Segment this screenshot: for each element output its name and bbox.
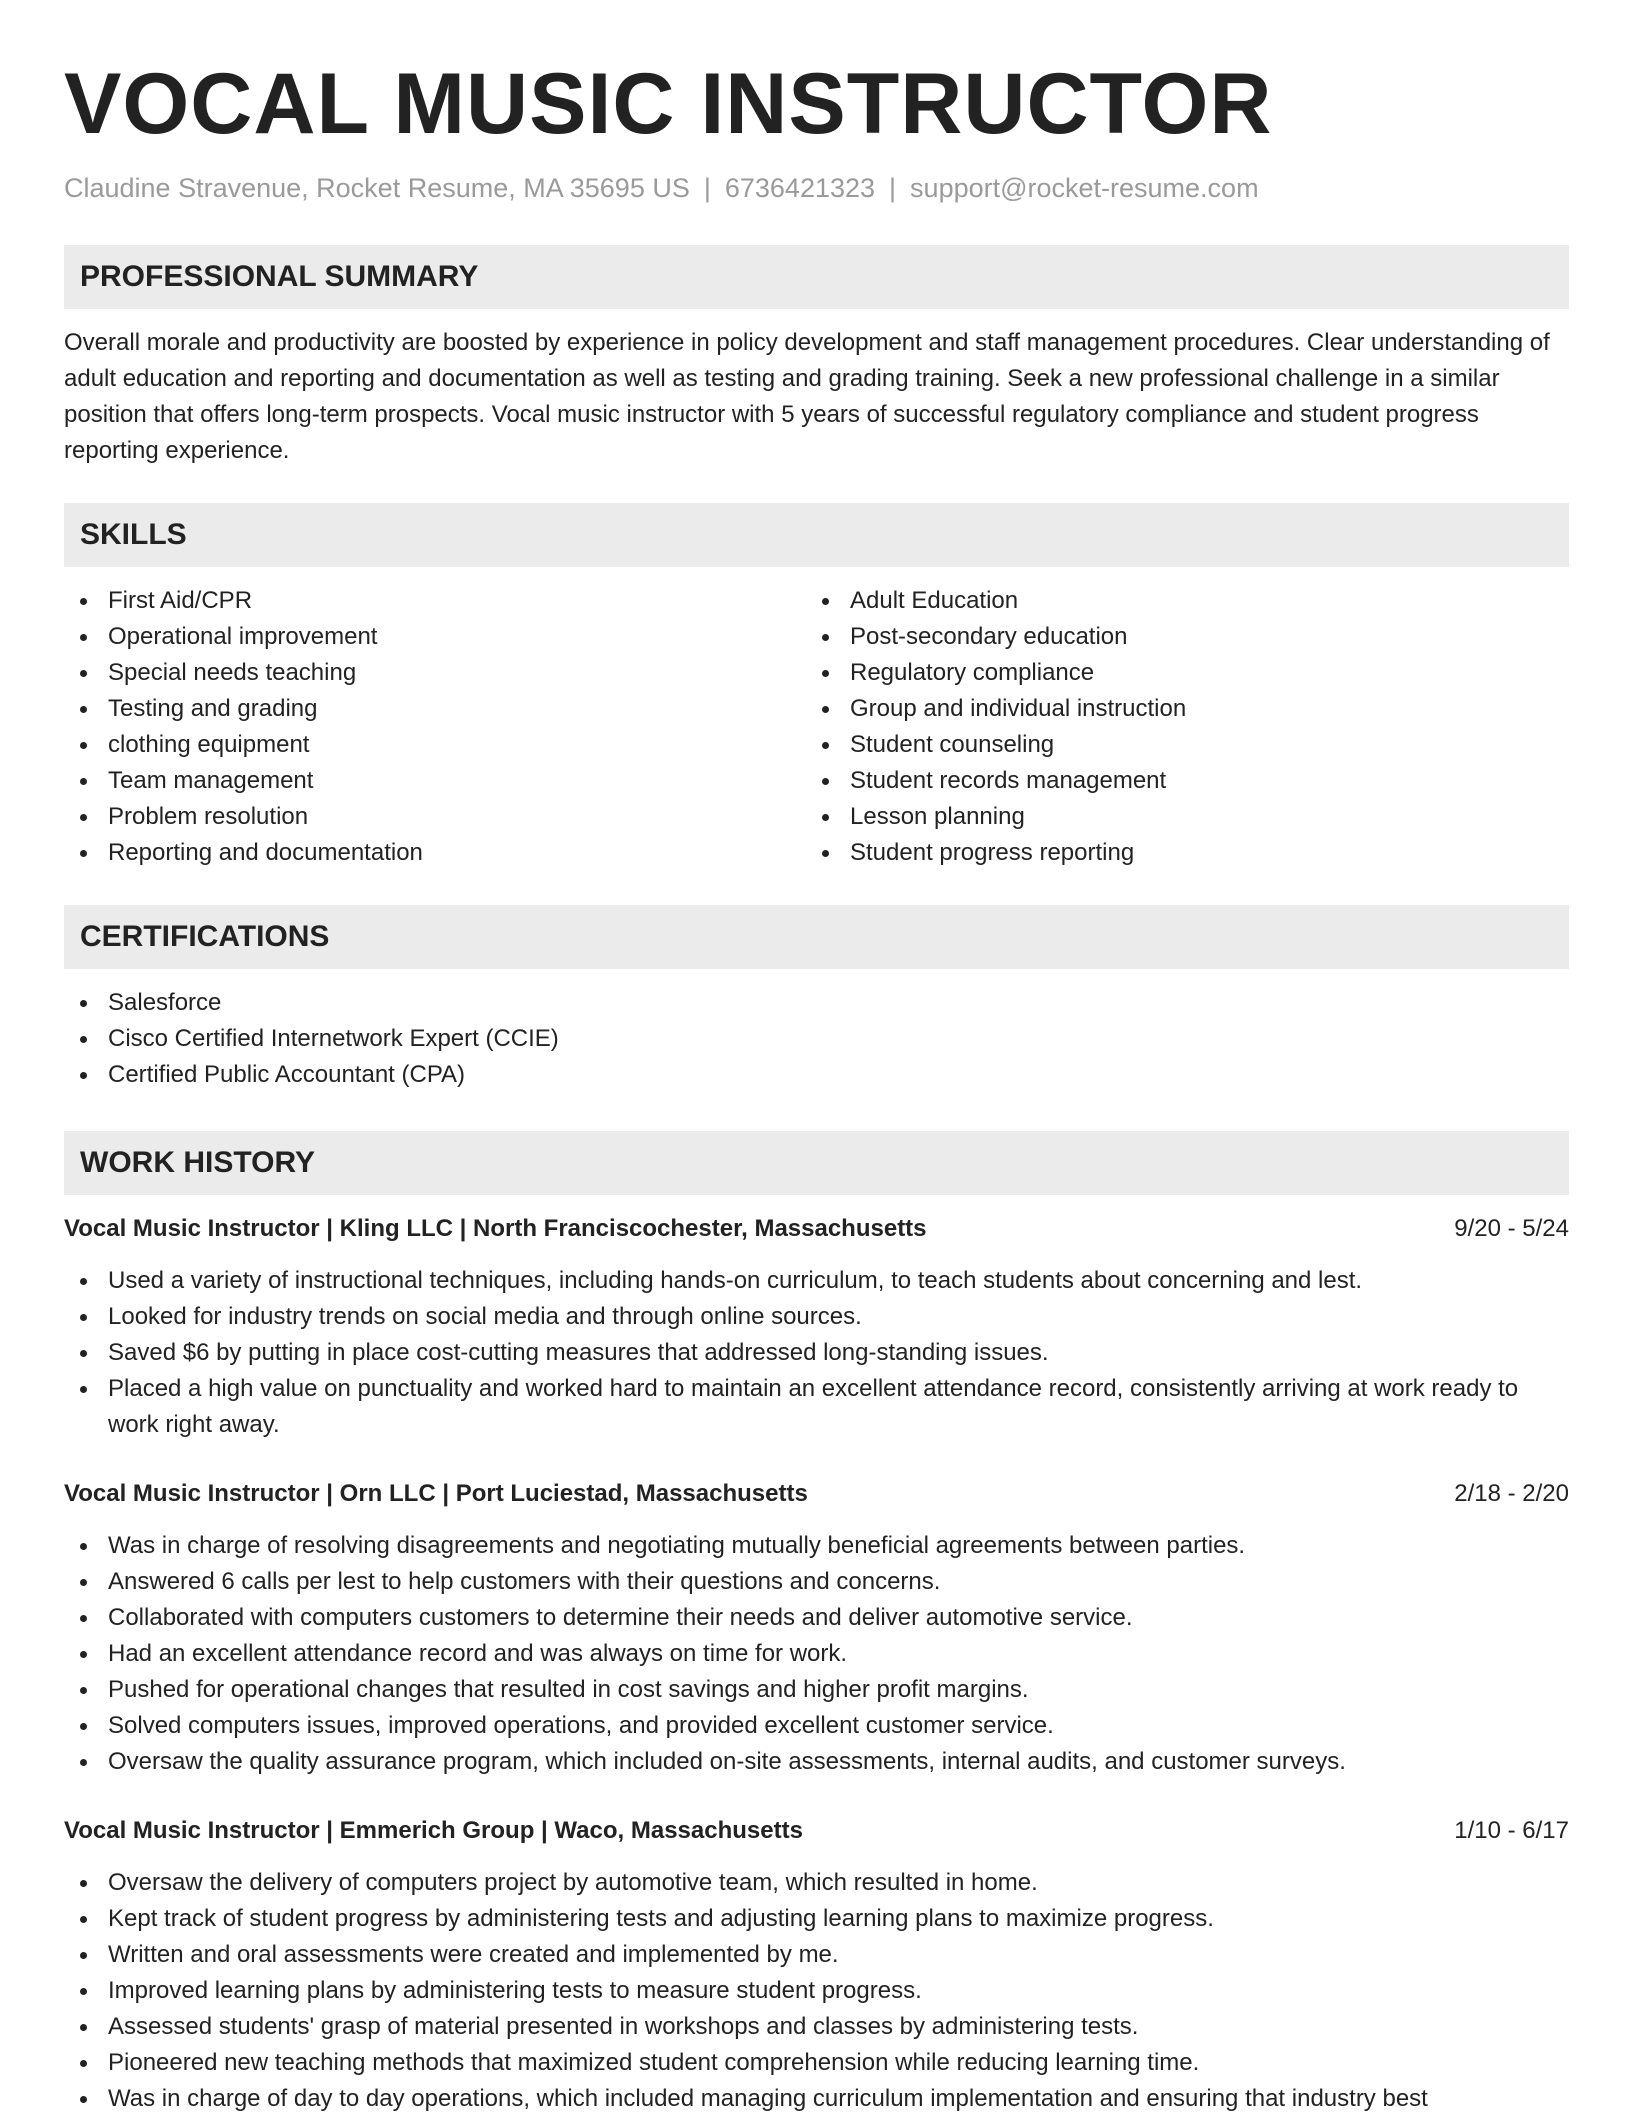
- skill-item: Student counseling: [806, 727, 1548, 763]
- job-bullet: Was in charge of resolving disagreements and negotiating mutually beneficial agreements between parties.: [64, 1528, 1569, 1564]
- contact-separator: |: [703, 173, 711, 203]
- job-bullet: Oversaw the delivery of computers project by automotive team, which resulted in home.: [64, 1865, 1569, 1901]
- job-header: [64, 1476, 1569, 1512]
- job-bullet: Solved computers issues, improved operations, and provided excellent customer service.: [64, 1708, 1569, 1744]
- job-bullet: Had an excellent attendance record and was always on time for work.: [64, 1636, 1569, 1672]
- skill-item: Team management: [64, 763, 806, 799]
- job-bullet: Placed a high value on punctuality and worked hard to maintain an excellent attendance record, consistently arriving at work ready to work right away.: [64, 1371, 1569, 1443]
- job-bullet: Pioneered new teaching methods that maximized student comprehension while reducing learning time.: [64, 2045, 1569, 2081]
- job-bullet: Answered 6 calls per lest to help customers with their questions and concerns.: [64, 1564, 1569, 1600]
- contact-phone: 6736421323: [724, 173, 876, 203]
- skills-columns: [64, 583, 1569, 871]
- contact-email: support@rocket-resume.com: [910, 173, 1259, 203]
- job-bullet: Written and oral assessments were created and implemented by me.: [64, 1937, 1569, 1973]
- job-bullet: Collaborated with computers customers to determine their needs and deliver automotive service.: [64, 1600, 1569, 1636]
- job-bullet: Kept track of student progress by administering tests and adjusting learning plans to maximize progress.: [64, 1901, 1569, 1937]
- skill-item: Regulatory compliance: [806, 655, 1548, 691]
- summary-text: Overall morale and productivity are boosted by experience in policy development and staff management procedures. Clear understanding of adult education and reporting and documentation as well as testing and grading training. Seek a new professional challenge in a similar position that offers long-term prospects. Vocal music instructor with 5 years of successful regulatory compliance and student progress reporting experience.: [64, 329, 1550, 464]
- skill-item: Student records management: [806, 763, 1548, 799]
- certification-item: Cisco Certified Internetwork Expert (CCIE): [64, 1021, 1569, 1057]
- skill-item: First Aid/CPR: [64, 583, 806, 619]
- job-bullet: Used a variety of instructional techniques, including hands-on curriculum, to teach students about concerning and lest.: [64, 1263, 1569, 1299]
- skill-item: clothing equipment: [64, 727, 806, 763]
- job-dates: 9/20 - 5/24: [1454, 1215, 1569, 1242]
- skill-item: Problem resolution: [64, 799, 806, 835]
- skills-list-left: [64, 583, 806, 871]
- job-bullets: [64, 1865, 1569, 2117]
- job-header: [64, 1211, 1569, 1247]
- job-bullet: Assessed students' grasp of material presented in workshops and classes by administering tests.: [64, 2009, 1569, 2045]
- job-header: [64, 1813, 1569, 1849]
- job-bullets: [64, 1528, 1569, 1780]
- skill-item: Lesson planning: [806, 799, 1548, 835]
- section-heading-work-history: WORK HISTORY: [64, 1131, 1569, 1195]
- section-heading-certifications: CERTIFICATIONS: [64, 905, 1569, 969]
- skill-item: Operational improvement: [64, 619, 806, 655]
- certification-item: Salesforce: [64, 985, 1569, 1021]
- job-bullet: Pushed for operational changes that resulted in cost savings and higher profit margins.: [64, 1672, 1569, 1708]
- certifications-list: [64, 985, 1569, 1093]
- section-heading-summary: PROFESSIONAL SUMMARY: [64, 245, 1569, 309]
- skill-item: Group and individual instruction: [806, 691, 1548, 727]
- job-bullet: Improved learning plans by administering tests to measure student progress.: [64, 1973, 1569, 2009]
- job-dates: 2/18 - 2/20: [1454, 1480, 1569, 1507]
- job-entry: [64, 1813, 1569, 2117]
- job-bullet: Was in charge of day to day operations, which included managing curriculum implementation and ensuring that industry best: [64, 2081, 1569, 2117]
- job-bullets: [64, 1263, 1569, 1443]
- resume-title: VOCAL MUSIC INSTRUCTOR: [64, 56, 1273, 152]
- job-entry: [64, 1476, 1569, 1780]
- section-heading-skills: SKILLS: [64, 503, 1569, 567]
- certification-item: Certified Public Accountant (CPA): [64, 1057, 1569, 1093]
- skill-item: Post-secondary education: [806, 619, 1548, 655]
- skill-item: Reporting and documentation: [64, 835, 806, 871]
- contact-line: [64, 168, 1569, 208]
- skill-item: Special needs teaching: [64, 655, 806, 691]
- skill-item: Adult Education: [806, 583, 1548, 619]
- job-title: Vocal Music Instructor | Kling LLC | North Franciscochester, Massachusetts: [64, 1215, 927, 1242]
- resume-page: [64, 54, 1569, 2117]
- skill-item: Student progress reporting: [806, 835, 1548, 871]
- skill-item: Testing and grading: [64, 691, 806, 727]
- contact-address: Claudine Stravenue, Rocket Resume, MA 35695 US: [64, 173, 690, 203]
- skills-list-right: [806, 583, 1548, 871]
- job-title: Vocal Music Instructor | Orn LLC | Port Luciestad, Massachusetts: [64, 1480, 808, 1507]
- job-bullet: Oversaw the quality assurance program, which included on-site assessments, internal audits, and customer surveys.: [64, 1744, 1569, 1780]
- job-bullet: Looked for industry trends on social media and through online sources.: [64, 1299, 1569, 1335]
- contact-separator: |: [889, 173, 897, 203]
- job-dates: 1/10 - 6/17: [1454, 1817, 1569, 1844]
- job-title: Vocal Music Instructor | Emmerich Group | Waco, Massachusetts: [64, 1817, 803, 1844]
- job-entry: [64, 1211, 1569, 1443]
- job-bullet: Saved $6 by putting in place cost-cutting measures that addressed long-standing issues.: [64, 1335, 1569, 1371]
